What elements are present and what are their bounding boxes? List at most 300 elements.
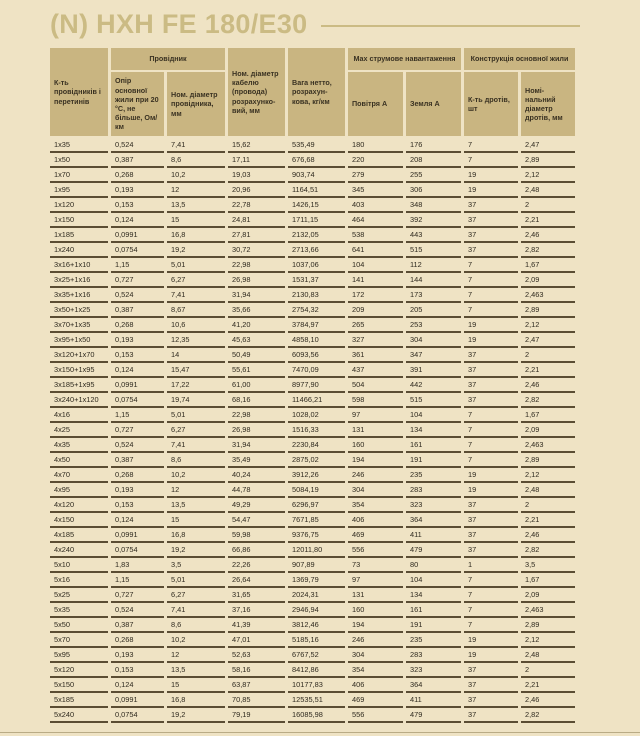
table-row	[50, 468, 575, 483]
cell-cable-diameter: 45,63	[228, 333, 285, 348]
cell-wire-diameter: 1,67	[521, 408, 575, 423]
cell-current-ground: 411	[406, 528, 461, 543]
cell-weight: 2875,02	[288, 453, 345, 468]
cell-current-air: 406	[348, 513, 403, 528]
header-construction-group: Конструкція основної жили	[464, 48, 575, 72]
cell-conductor-diameter: 7,41	[167, 138, 225, 153]
cell-cable-diameter: 79,19	[228, 708, 285, 723]
cell-resistance: 0,0991	[111, 693, 164, 708]
cell-count: 5x120	[50, 663, 108, 678]
cell-wires-count: 19	[464, 168, 518, 183]
cell-conductor-diameter: 12	[167, 183, 225, 198]
cell-weight: 10177,83	[288, 678, 345, 693]
table-row	[50, 258, 575, 273]
cell-wire-diameter: 2,89	[521, 153, 575, 168]
cell-cable-diameter: 58,16	[228, 663, 285, 678]
cell-conductor-diameter: 8,67	[167, 303, 225, 318]
cell-count: 4x150	[50, 513, 108, 528]
cell-conductor-diameter: 5,01	[167, 258, 225, 273]
header-current-group: Max струмове навантаження	[348, 48, 461, 72]
table-row	[50, 453, 575, 468]
cell-current-air: 437	[348, 363, 403, 378]
cell-resistance: 0,0754	[111, 243, 164, 258]
cell-count: 1x150	[50, 213, 108, 228]
cell-conductor-diameter: 15,47	[167, 363, 225, 378]
cell-current-ground: 253	[406, 318, 461, 333]
cell-count: 3x16+1x10	[50, 258, 108, 273]
cell-current-ground: 134	[406, 588, 461, 603]
cell-cable-diameter: 66,86	[228, 543, 285, 558]
cell-count: 5x185	[50, 693, 108, 708]
cell-count: 3x185+1x95	[50, 378, 108, 393]
cell-current-air: 598	[348, 393, 403, 408]
cell-resistance: 0,387	[111, 153, 164, 168]
cell-resistance: 0,524	[111, 603, 164, 618]
cell-wire-diameter: 2,12	[521, 318, 575, 333]
cell-resistance: 0,153	[111, 198, 164, 213]
cell-wires-count: 7	[464, 303, 518, 318]
cell-resistance: 1,15	[111, 573, 164, 588]
cell-count: 3x95+1x50	[50, 333, 108, 348]
cell-count: 5x240	[50, 708, 108, 723]
cell-current-air: 464	[348, 213, 403, 228]
table-row	[50, 483, 575, 498]
cell-current-air: 345	[348, 183, 403, 198]
header-weight: Вага нетто, розрахун-кова, кг/км	[288, 48, 345, 136]
cell-current-air: 97	[348, 573, 403, 588]
cell-cable-diameter: 61,00	[228, 378, 285, 393]
cell-wires-count: 37	[464, 693, 518, 708]
cell-wires-count: 7	[464, 288, 518, 303]
cell-wire-diameter: 2,12	[521, 168, 575, 183]
cable-spec-table	[47, 48, 578, 723]
header-conductor-diameter: Ном. діаметр провідника, мм	[167, 72, 225, 136]
cell-current-air: 469	[348, 693, 403, 708]
cell-cable-diameter: 59,98	[228, 528, 285, 543]
cell-conductor-diameter: 14	[167, 348, 225, 363]
cell-weight: 2132,05	[288, 228, 345, 243]
cell-conductor-diameter: 10,2	[167, 633, 225, 648]
cell-current-air: 209	[348, 303, 403, 318]
cell-resistance: 0,153	[111, 348, 164, 363]
cell-weight: 8977,90	[288, 378, 345, 393]
header-wire-diameter: Номі-нальний діаметр дротів, мм	[521, 72, 575, 136]
cell-cable-diameter: 49,29	[228, 498, 285, 513]
cell-wire-diameter: 2,82	[521, 243, 575, 258]
cell-current-ground: 104	[406, 408, 461, 423]
table-row	[50, 573, 575, 588]
header-air: Повітря А	[348, 72, 403, 136]
cell-wire-diameter: 2,12	[521, 468, 575, 483]
cell-wire-diameter: 2,09	[521, 273, 575, 288]
cell-cable-diameter: 26,98	[228, 423, 285, 438]
cell-wires-count: 7	[464, 438, 518, 453]
cell-weight: 11466,21	[288, 393, 345, 408]
cell-wires-count: 19	[464, 633, 518, 648]
cell-conductor-diameter: 15	[167, 213, 225, 228]
cell-cable-diameter: 19,03	[228, 168, 285, 183]
cell-resistance: 1,83	[111, 558, 164, 573]
cell-current-air: 160	[348, 438, 403, 453]
cell-wires-count: 37	[464, 513, 518, 528]
table-row	[50, 498, 575, 513]
cell-conductor-diameter: 8,6	[167, 618, 225, 633]
cell-count: 5x16	[50, 573, 108, 588]
cell-conductor-diameter: 16,8	[167, 693, 225, 708]
cell-cable-diameter: 44,78	[228, 483, 285, 498]
cell-wires-count: 7	[464, 273, 518, 288]
table-row	[50, 618, 575, 633]
table-row	[50, 633, 575, 648]
cell-current-ground: 235	[406, 468, 461, 483]
cell-cable-diameter: 35,66	[228, 303, 285, 318]
cell-conductor-diameter: 6,27	[167, 588, 225, 603]
cell-current-air: 641	[348, 243, 403, 258]
cell-resistance: 0,387	[111, 618, 164, 633]
cell-resistance: 0,193	[111, 183, 164, 198]
cell-cable-diameter: 17,11	[228, 153, 285, 168]
cell-count: 1x50	[50, 153, 108, 168]
cell-count: 5x70	[50, 633, 108, 648]
cell-wire-diameter: 2,89	[521, 303, 575, 318]
cell-cable-diameter: 52,63	[228, 648, 285, 663]
cell-cable-diameter: 68,16	[228, 393, 285, 408]
cell-current-ground: 306	[406, 183, 461, 198]
cell-wire-diameter: 2,82	[521, 543, 575, 558]
cell-current-ground: 323	[406, 498, 461, 513]
table-row	[50, 318, 575, 333]
cell-conductor-diameter: 10,6	[167, 318, 225, 333]
table-row	[50, 378, 575, 393]
cell-resistance: 0,0991	[111, 528, 164, 543]
cell-wires-count: 7	[464, 408, 518, 423]
cell-weight: 1426,15	[288, 198, 345, 213]
cell-resistance: 0,524	[111, 288, 164, 303]
cell-conductor-diameter: 19,74	[167, 393, 225, 408]
cell-wires-count: 19	[464, 183, 518, 198]
cell-current-ground: 144	[406, 273, 461, 288]
cell-current-ground: 255	[406, 168, 461, 183]
cell-cable-diameter: 41,20	[228, 318, 285, 333]
cell-conductor-diameter: 10,2	[167, 168, 225, 183]
table-row	[50, 213, 575, 228]
cell-weight: 12011,80	[288, 543, 345, 558]
cell-resistance: 0,0991	[111, 378, 164, 393]
cell-conductor-diameter: 12	[167, 648, 225, 663]
table-body	[50, 138, 575, 723]
cell-conductor-diameter: 13,5	[167, 663, 225, 678]
cell-current-ground: 364	[406, 678, 461, 693]
cell-resistance: 0,0991	[111, 228, 164, 243]
cell-resistance: 0,727	[111, 273, 164, 288]
cell-wire-diameter: 2	[521, 348, 575, 363]
table-row	[50, 603, 575, 618]
table-row	[50, 303, 575, 318]
cell-wire-diameter: 2,89	[521, 453, 575, 468]
cell-wires-count: 37	[464, 678, 518, 693]
cell-weight: 907,89	[288, 558, 345, 573]
cell-wire-diameter: 2,48	[521, 483, 575, 498]
cell-current-air: 246	[348, 468, 403, 483]
page-bottom-divider	[0, 732, 640, 733]
cell-wires-count: 7	[464, 138, 518, 153]
cell-wires-count: 19	[464, 333, 518, 348]
table-row	[50, 543, 575, 558]
cell-resistance: 0,727	[111, 423, 164, 438]
cell-current-ground: 348	[406, 198, 461, 213]
cell-wires-count: 7	[464, 603, 518, 618]
header-ground: Земля А	[406, 72, 461, 136]
cell-wires-count: 37	[464, 363, 518, 378]
cell-count: 5x95	[50, 648, 108, 663]
cell-wires-count: 7	[464, 573, 518, 588]
cell-current-ground: 173	[406, 288, 461, 303]
cell-count: 4x25	[50, 423, 108, 438]
table-row	[50, 228, 575, 243]
table-row	[50, 588, 575, 603]
cell-count: 1x95	[50, 183, 108, 198]
cell-current-ground: 364	[406, 513, 461, 528]
cell-wire-diameter: 2,48	[521, 183, 575, 198]
cell-wire-diameter: 2,12	[521, 633, 575, 648]
cell-current-air: 403	[348, 198, 403, 213]
cell-current-air: 327	[348, 333, 403, 348]
table-row	[50, 273, 575, 288]
cell-count: 5x150	[50, 678, 108, 693]
cell-current-air: 406	[348, 678, 403, 693]
table-row	[50, 393, 575, 408]
cell-wires-count: 7	[464, 153, 518, 168]
table-row	[50, 438, 575, 453]
cell-weight: 4858,10	[288, 333, 345, 348]
cell-wire-diameter: 2,48	[521, 648, 575, 663]
cell-count: 1x185	[50, 228, 108, 243]
cell-current-ground: 161	[406, 603, 461, 618]
cell-count: 4x50	[50, 453, 108, 468]
cell-weight: 2946,94	[288, 603, 345, 618]
cell-conductor-diameter: 19,2	[167, 708, 225, 723]
cell-resistance: 0,153	[111, 498, 164, 513]
cell-conductor-diameter: 12	[167, 483, 225, 498]
cell-conductor-diameter: 7,41	[167, 603, 225, 618]
cell-current-air: 194	[348, 453, 403, 468]
cell-wires-count: 1	[464, 558, 518, 573]
cell-weight: 3912,26	[288, 468, 345, 483]
cell-resistance: 0,268	[111, 318, 164, 333]
cell-weight: 535,49	[288, 138, 345, 153]
cell-cable-diameter: 37,16	[228, 603, 285, 618]
cell-wires-count: 37	[464, 393, 518, 408]
table-row	[50, 648, 575, 663]
cell-count: 3x120+1x70	[50, 348, 108, 363]
cell-current-ground: 191	[406, 618, 461, 633]
cell-wires-count: 37	[464, 543, 518, 558]
cell-weight: 1531,37	[288, 273, 345, 288]
cell-count: 3x50+1x25	[50, 303, 108, 318]
cell-resistance: 0,0754	[111, 708, 164, 723]
cell-conductor-diameter: 6,27	[167, 273, 225, 288]
cell-current-air: 104	[348, 258, 403, 273]
cell-wires-count: 37	[464, 198, 518, 213]
cell-conductor-diameter: 19,2	[167, 543, 225, 558]
cell-count: 4x16	[50, 408, 108, 423]
cell-count: 3x240+1x120	[50, 393, 108, 408]
cell-count: 1x35	[50, 138, 108, 153]
cell-weight: 9376,75	[288, 528, 345, 543]
cell-wires-count: 37	[464, 663, 518, 678]
cell-weight: 2130,83	[288, 288, 345, 303]
cell-cable-diameter: 41,39	[228, 618, 285, 633]
cell-weight: 2230,84	[288, 438, 345, 453]
cell-cable-diameter: 22,98	[228, 408, 285, 423]
cell-current-ground: 392	[406, 213, 461, 228]
cell-cable-diameter: 20,96	[228, 183, 285, 198]
cell-wires-count: 19	[464, 648, 518, 663]
cell-cable-diameter: 15,62	[228, 138, 285, 153]
cell-current-ground: 515	[406, 393, 461, 408]
cell-wire-diameter: 2,47	[521, 138, 575, 153]
cell-wire-diameter: 2	[521, 498, 575, 513]
table-row	[50, 693, 575, 708]
cell-current-ground: 479	[406, 543, 461, 558]
table-row	[50, 153, 575, 168]
cell-cable-diameter: 40,24	[228, 468, 285, 483]
cell-conductor-diameter: 6,27	[167, 423, 225, 438]
cell-wire-diameter: 2,46	[521, 228, 575, 243]
table-row	[50, 243, 575, 258]
cell-cable-diameter: 31,94	[228, 438, 285, 453]
cell-wires-count: 37	[464, 498, 518, 513]
table-row	[50, 678, 575, 693]
cell-cable-diameter: 22,98	[228, 258, 285, 273]
title-divider	[321, 25, 580, 27]
cell-resistance: 0,193	[111, 648, 164, 663]
table-row	[50, 138, 575, 153]
cell-cable-diameter: 50,49	[228, 348, 285, 363]
cell-wire-diameter: 2,21	[521, 213, 575, 228]
cell-conductor-diameter: 15	[167, 678, 225, 693]
cell-weight: 2754,32	[288, 303, 345, 318]
cell-resistance: 0,193	[111, 333, 164, 348]
cell-count: 4x35	[50, 438, 108, 453]
cell-count: 4x95	[50, 483, 108, 498]
cell-wires-count: 7	[464, 453, 518, 468]
cell-count: 4x240	[50, 543, 108, 558]
cell-cable-diameter: 27,81	[228, 228, 285, 243]
table-row	[50, 333, 575, 348]
cell-cable-diameter: 26,64	[228, 573, 285, 588]
cell-current-ground: 205	[406, 303, 461, 318]
cell-count: 3x70+1x35	[50, 318, 108, 333]
cell-wires-count: 7	[464, 423, 518, 438]
cell-cable-diameter: 22,78	[228, 198, 285, 213]
cell-current-ground: 283	[406, 648, 461, 663]
cell-conductor-diameter: 5,01	[167, 573, 225, 588]
cell-current-ground: 304	[406, 333, 461, 348]
cell-weight: 16085,98	[288, 708, 345, 723]
cell-resistance: 0,193	[111, 483, 164, 498]
cell-current-ground: 191	[406, 453, 461, 468]
cell-wire-diameter: 3,5	[521, 558, 575, 573]
cell-current-air: 131	[348, 588, 403, 603]
cell-weight: 1516,33	[288, 423, 345, 438]
table-row	[50, 288, 575, 303]
cell-count: 5x25	[50, 588, 108, 603]
cell-conductor-diameter: 16,8	[167, 228, 225, 243]
cell-weight: 1037,06	[288, 258, 345, 273]
cell-conductor-diameter: 7,41	[167, 288, 225, 303]
cell-count: 5x35	[50, 603, 108, 618]
cell-wire-diameter: 2,463	[521, 438, 575, 453]
cell-weight: 12535,51	[288, 693, 345, 708]
cell-conductor-diameter: 5,01	[167, 408, 225, 423]
cell-resistance: 0,124	[111, 513, 164, 528]
cell-wire-diameter: 2,46	[521, 528, 575, 543]
cell-wire-diameter: 2	[521, 198, 575, 213]
cell-resistance: 0,727	[111, 588, 164, 603]
cell-wires-count: 7	[464, 588, 518, 603]
cell-current-ground: 323	[406, 663, 461, 678]
cell-cable-diameter: 24,81	[228, 213, 285, 228]
cell-conductor-diameter: 3,5	[167, 558, 225, 573]
cell-wire-diameter: 2,463	[521, 288, 575, 303]
cell-weight: 2713,66	[288, 243, 345, 258]
header-resistance: Опір основної жили при 20 °С, не більше, Ом/км	[111, 72, 164, 136]
cell-weight: 3812,46	[288, 618, 345, 633]
cell-count: 3x35+1x16	[50, 288, 108, 303]
table-row	[50, 558, 575, 573]
cell-cable-diameter: 31,94	[228, 288, 285, 303]
cell-current-ground: 411	[406, 693, 461, 708]
cell-current-air: 172	[348, 288, 403, 303]
cell-conductor-diameter: 12,35	[167, 333, 225, 348]
cell-weight: 676,68	[288, 153, 345, 168]
header-count: К-ть провідників і перетинів	[50, 48, 108, 136]
cell-current-ground: 134	[406, 423, 461, 438]
cell-current-air: 141	[348, 273, 403, 288]
table-row	[50, 708, 575, 723]
cell-resistance: 0,124	[111, 678, 164, 693]
cell-resistance: 1,15	[111, 408, 164, 423]
cell-cable-diameter: 70,85	[228, 693, 285, 708]
cell-conductor-diameter: 7,41	[167, 438, 225, 453]
cell-resistance: 0,268	[111, 168, 164, 183]
table-row	[50, 528, 575, 543]
cell-current-air: 304	[348, 483, 403, 498]
cell-wire-diameter: 2,46	[521, 378, 575, 393]
table-row	[50, 363, 575, 378]
cell-weight: 1164,51	[288, 183, 345, 198]
cell-wires-count: 37	[464, 243, 518, 258]
cell-conductor-diameter: 16,8	[167, 528, 225, 543]
cell-wire-diameter: 2,21	[521, 678, 575, 693]
cell-current-air: 504	[348, 378, 403, 393]
cell-resistance: 0,387	[111, 453, 164, 468]
cell-wire-diameter: 2,82	[521, 708, 575, 723]
cell-wire-diameter: 2,47	[521, 333, 575, 348]
cell-current-ground: 208	[406, 153, 461, 168]
cell-current-ground: 443	[406, 228, 461, 243]
cell-wire-diameter: 2,09	[521, 423, 575, 438]
cell-wire-diameter: 2,89	[521, 618, 575, 633]
cell-current-ground: 515	[406, 243, 461, 258]
cell-wires-count: 37	[464, 708, 518, 723]
cell-weight: 7470,09	[288, 363, 345, 378]
cell-current-air: 556	[348, 543, 403, 558]
cell-wires-count: 37	[464, 213, 518, 228]
cell-current-air: 354	[348, 663, 403, 678]
cell-current-air: 538	[348, 228, 403, 243]
